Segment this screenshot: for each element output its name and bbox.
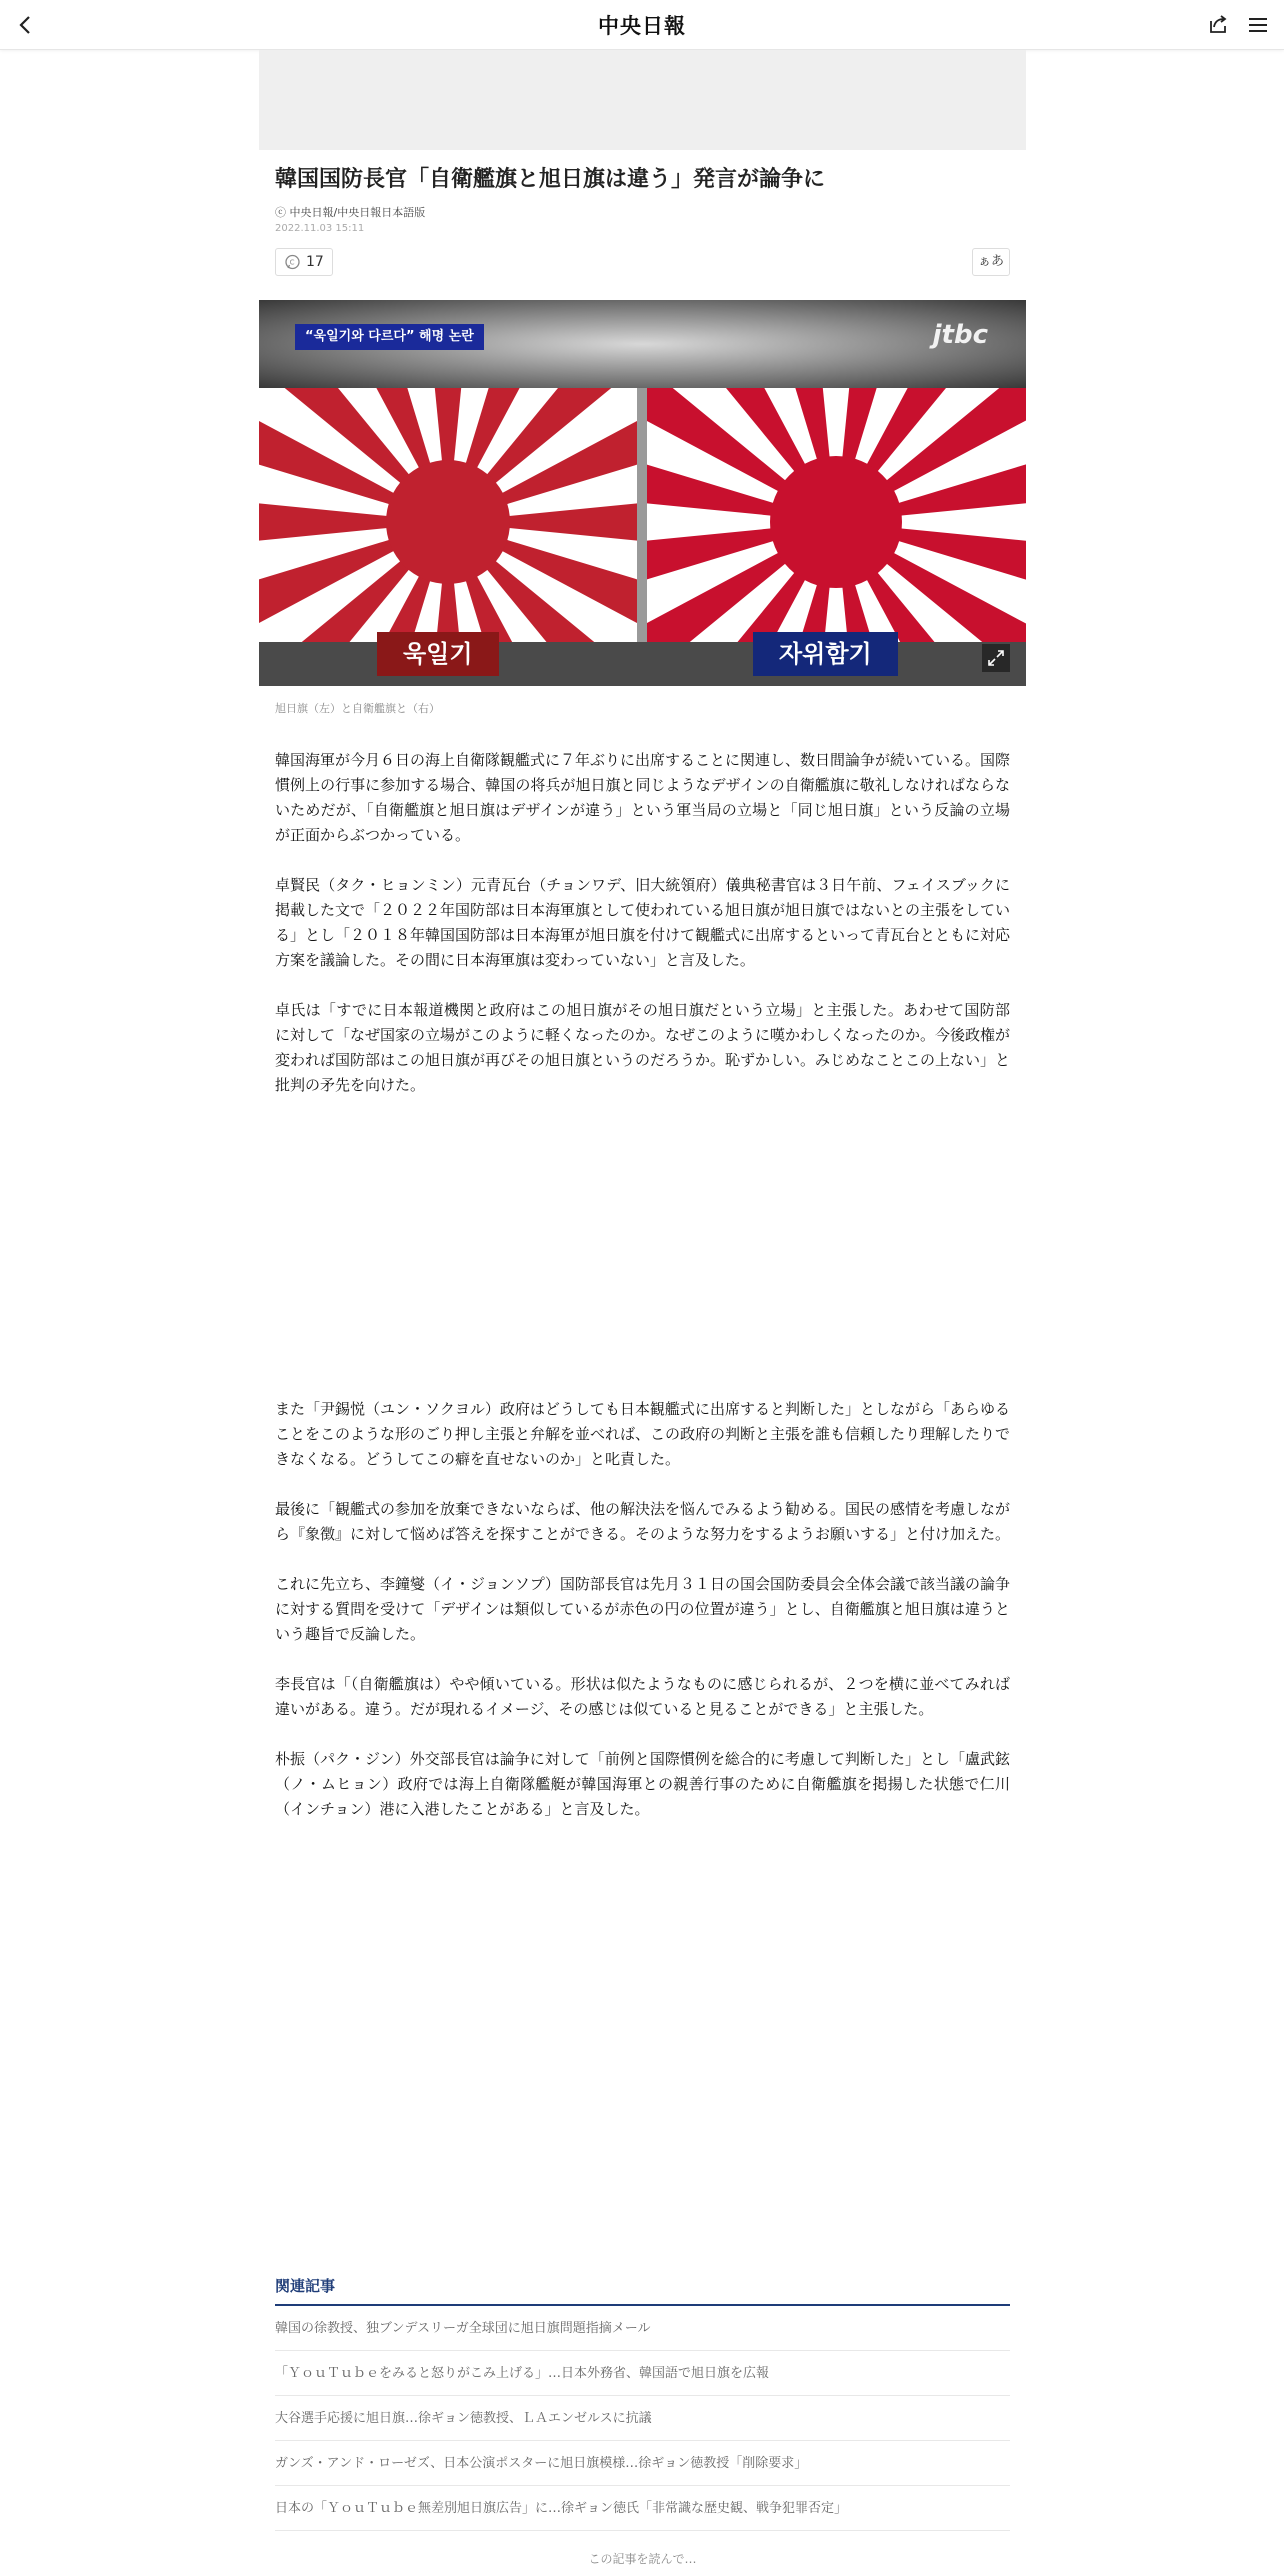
font-size-button[interactable]: ぁあ bbox=[972, 248, 1010, 276]
related-articles bbox=[275, 2275, 1010, 2531]
related-article-link[interactable]: 大谷選手応援に旭日旗…徐ギョン徳教授、ＬＡエンゼルスに抗議 bbox=[275, 2396, 1010, 2441]
article-body-part2 bbox=[275, 1397, 1010, 1847]
news-banner: “욱일기와 다르다” 해명 논란 bbox=[295, 324, 484, 350]
top-navigation-bar bbox=[0, 0, 1284, 50]
rising-sun-disc-right bbox=[770, 456, 902, 588]
photo-label-left: 욱일기 bbox=[377, 632, 499, 676]
share-icon[interactable] bbox=[1205, 12, 1231, 38]
article-tools bbox=[275, 248, 1010, 278]
article-paragraph: 朴振（パク・ジン）外交部長官は論争に対して「前例と国際慣例を総合的に考慮して判断した」とし「盧武鉉（ノ・ムヒョン）政府では海上自衛隊艦艇が韓国海軍との親善行事のために自衛艦旗を掲揚した状態で仁川（インチョン）港に入港したことがある」と言及した。 bbox=[275, 1750, 1010, 1818]
comment-button[interactable] bbox=[275, 248, 333, 276]
related-article-link[interactable]: 「ＹｏｕＴｕｂｅをみると怒りがこみ上げる」…日本外務省、韓国語で旭日旗を広報 bbox=[275, 2351, 1010, 2396]
site-logo[interactable]: 中央日報 bbox=[598, 13, 686, 38]
read-more-section-title: この記事を読んで… bbox=[588, 2552, 697, 2566]
article-date: 2022.11.03 15:11 bbox=[275, 223, 365, 234]
flag-comparison-image bbox=[259, 300, 1026, 686]
article-title: 韓国国防長官「自衛艦旗と旭日旗は違う」発言が論争に bbox=[275, 167, 826, 192]
ad-banner-top bbox=[259, 50, 1026, 150]
article-paragraph: 卓氏は「すでに日本報道機関と政府はこの旭日旗がその旭日旗だという立場」と主張した。あわせて国防部に対して「なぜ国家の立場がこのように軽くなったのか。なぜこのように嘆かわしくなったのか。今後政権が変われば国防部はこの旭日旗が再びその旭日旗というのだろうか。恥ずかしい。みじめなことこの上ない」と批判の矛先を向けた。 bbox=[275, 1001, 1011, 1094]
photo-label-right: 자위함기 bbox=[753, 632, 898, 676]
article-paragraph: これに先立ち、李鐘燮（イ・ジョンソプ）国防部長官は先月３１日の国会国防委員会全体会議で該当議の論争に対する質問を受けて「デザインは類似しているが赤色の円の位置が違う」とし、自衛艦旗と旭日旗は違うという趣旨で反論した。 bbox=[275, 1575, 1010, 1643]
rising-sun-disc-left bbox=[386, 460, 510, 584]
related-article-link[interactable]: 韓国の徐教授、独ブンデスリーガ全球団に旭日旗問題指摘メール bbox=[275, 2306, 1010, 2351]
article-paragraph: また「尹錫悦（ユン・ソクヨル）政府はどうしても日本観艦式に出席すると判断した」としながら「あらゆることをこのような形のごり押し主張と弁解を並べれば、この政府の判断と主張を誰も信頼したり理解したりできなくなる。どうしてこの癖を直せないのか」と叱責した。 bbox=[275, 1400, 1011, 1468]
hamburger-menu-icon[interactable] bbox=[1245, 12, 1271, 38]
article-source: ⓒ 中央日報/中央日報日本語版 bbox=[275, 206, 426, 219]
article-header bbox=[275, 150, 1010, 278]
broadcaster-logo: jtbc bbox=[932, 320, 988, 350]
related-article-link[interactable]: 日本の「ＹｏｕＴｕｂｅ無差別旭日旗広告」に…徐ギョン徳氏「非常識な歴史観、戦争犯罪否定」 bbox=[275, 2486, 1010, 2531]
article-body-part1 bbox=[275, 748, 1010, 1123]
comment-icon bbox=[284, 254, 301, 271]
expand-icon[interactable] bbox=[982, 644, 1010, 672]
article-photo bbox=[259, 300, 1026, 686]
related-articles-title: 関連記事 bbox=[275, 2275, 1010, 2306]
svg-text:C: C bbox=[289, 258, 295, 267]
article-paragraph: 最後に「観艦式の参加を放棄できないならば、他の解決法を悩んでみるよう勧める。国民の感情を考慮しながら『象徴』に対して悩めば答えを探すことができる。そのような努力をするようお願いする」と付け加えた。 bbox=[275, 1500, 1011, 1543]
article-paragraph: 卓賢民（タク・ヒョンミン）元青瓦台（チョンワデ、旧大統領府）儀典秘書官は３日午前、フェイスブックに掲載した文で「２０２２年国防部は日本海軍旗として使われている旭日旗が旭日旗ではないとの主張をしている」とし「２０１８年韓国国防部は日本海軍が旭日旗を付けて観艦式に出席するといって青瓦台とともに対応方案を議論した。その間に日本海軍旗は変わっていない」と言及した。 bbox=[275, 876, 1011, 969]
comment-count: 17 bbox=[306, 254, 324, 270]
related-article-link[interactable]: ガンズ・アンド・ローゼズ、日本公演ポスターに旭日旗模様…徐ギョン徳教授「削除要求」 bbox=[275, 2441, 1010, 2486]
article-paragraph: 李長官は「（自衛艦旗は）やや傾いている。形状は似たようなものに感じられるが、２つを横に並べてみれば違いがある。違う。だが現れるイメージ、その感じは似ていると見ることができる」と主張した。 bbox=[275, 1675, 1010, 1718]
photo-caption: 旭日旗（左）と自衛艦旗と（右） bbox=[275, 702, 440, 715]
article-paragraph: 韓国海軍が今月６日の海上自衛隊観艦式に７年ぶりに出席することに関連し、数日間論争が続いている。国際慣例上の行事に参加する場合、韓国の将兵が旭日旗と同じようなデザインの自衛艦旗に敬礼しなければならないためだが、「自衛艦旗と旭日旗はデザインが違う」という軍当局の立場と「同じ旭日旗」という反論の立場が正面からぶつかっている。 bbox=[275, 751, 1011, 844]
